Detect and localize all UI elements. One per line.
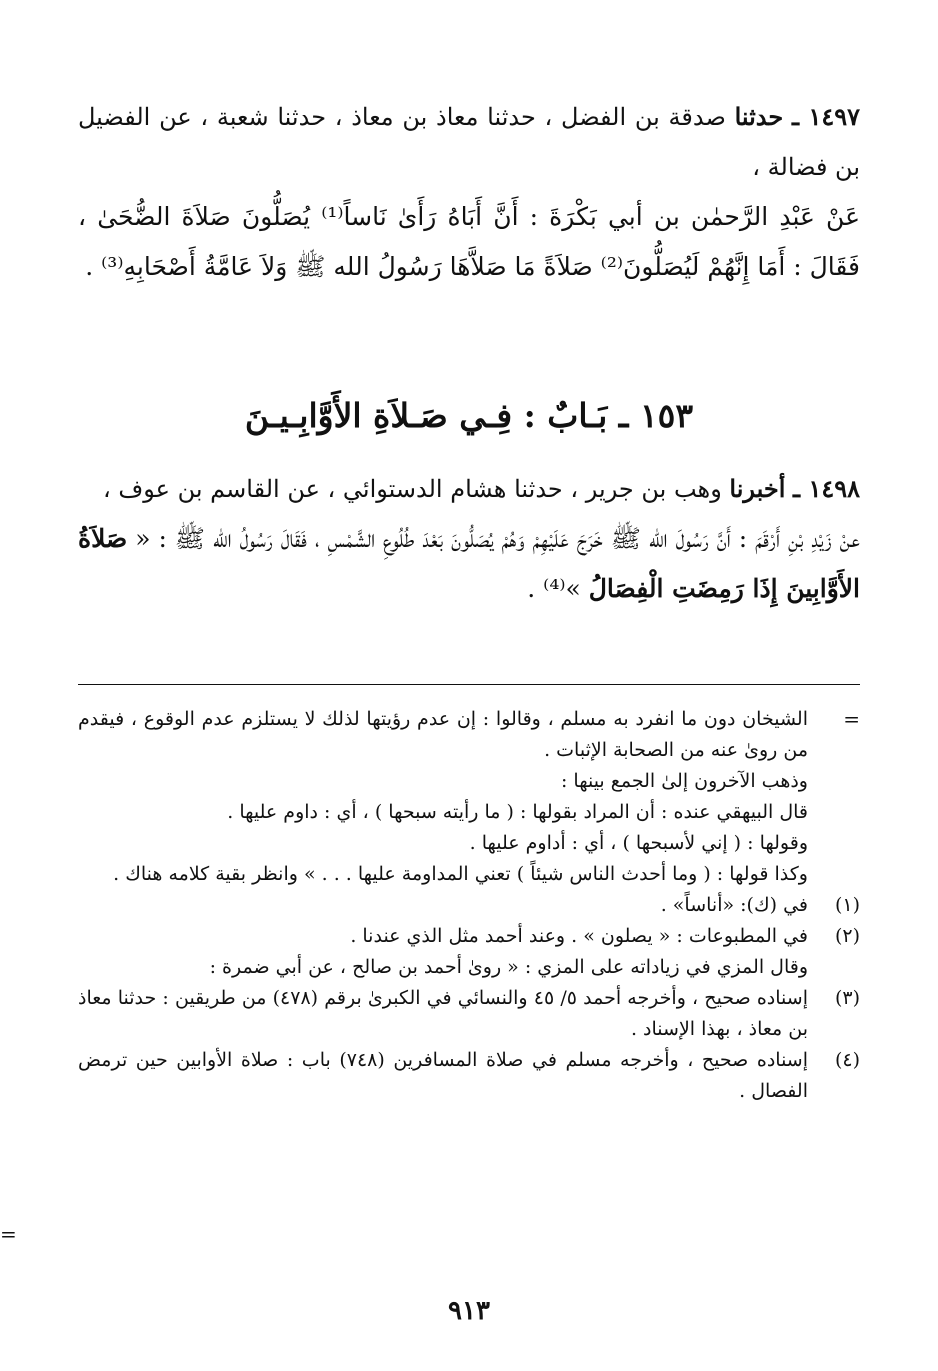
page-number: ٩١٣ — [448, 1296, 490, 1326]
footnote-line: وكذا قولها : ( وما أحدث الناس شيئاً ) تعني المداومة عليها . . . » وانظر بقية كلامه هناك . — [113, 863, 808, 885]
footnote-line: وقولها : ( إني لأسبحها ) ، أي : أداوم عليها . — [469, 832, 808, 854]
footnote-line: في المطبوعات : « يصلون » . وعند أحمد مثل الذي عندنا . — [350, 925, 808, 947]
hadith-1497-isnad — [78, 92, 860, 192]
footnote-line: في (ك): «أناساً» . — [660, 894, 808, 916]
isnad-text: وهب بن جرير ، حدثنا هشام الدستوائي ، عن القاسم بن عوف ، — [103, 475, 730, 503]
matn-bold-text: صَلاَةُ الأَوَّابِينَ إِذَا رَمِضَتِ الْفِصَالُ — [78, 524, 860, 603]
narration-keyword: أخبرنا — [729, 474, 786, 503]
hadith-1497 — [78, 92, 860, 292]
footnote-2 — [78, 921, 860, 983]
footnote-1 — [78, 890, 860, 921]
isnad-text: صدقة بن الفضل ، حدثنا معاذ بن معاذ ، حدثنا شعبة ، عن الفضيل بن فضالة ، — [78, 103, 860, 181]
matn-end: »⁽⁴⁾ . — [527, 574, 589, 603]
hadith-1497-matn: عَنْ عَبْدِ الرَّحمٰن بن أبي بَكْرَةَ : أَنَّ أَبَاهُ رَأَىٰ نَاساً⁽¹⁾ يُصَلُّونَ صَلاَةَ الضُّحَىٰ ، فَقَالَ : أَمَا إِنَّهُمْ لَيُصَلُّونَ⁽²⁾ صَلاَةً مَا صَلاَّهَا رَسُولُ الله ﷺ وَلاَ عَامَّةُ أَصْحَابِهِ⁽³⁾ . — [78, 202, 860, 281]
footnote-line: إسناده صحيح ، وأخرجه مسلم في صلاة المسافرين (٧٤٨) باب : صلاة الأوابين حين ترمض الفصال . — [78, 1049, 808, 1102]
hadith-1498-matn — [78, 514, 860, 614]
hadith-1498 — [78, 464, 860, 614]
footnote-line: وذهب الآخرون إلىٰ الجمع بينها : — [560, 770, 808, 792]
footnote-line: وقال المزي في زياداته على المزي : « روىٰ أحمد بن صالح ، عن أبي ضمرة : — [209, 956, 808, 978]
hadith-number: ١٤٩٨ ـ — [793, 474, 860, 503]
continuation-end-marker: = — [0, 1222, 17, 1246]
footnote-3 — [78, 983, 860, 1045]
footnote-line: الشيخان دون ما انفرد به مسلم ، وقالوا : إن عدم رؤيتها لذلك لا يستلزم عدم الوقوع ، فيقدم من رویٰ عنه من الصحابة الإثبات . — [78, 708, 808, 761]
matn-text: عنْ زَيْدِ بْنِ أَرْقَمَ : أَنَّ رَسُولَ الله ﷺ خَرَجَ عَلَيْهِمْ وَهُمْ يُصَلُّونَ بَعْدَ طُلُوعِ الشَّمْسِ ، فَقَالَ رَسُولُ الله ﷺ : « — [127, 524, 860, 553]
footnotes — [78, 704, 860, 1107]
continuation-marker: = — [843, 707, 860, 731]
footnote-number: (٣) — [834, 987, 860, 1009]
hadith-1498-isnad — [78, 464, 860, 514]
footnote-continuation — [78, 704, 860, 890]
footnote-separator — [78, 684, 860, 685]
chapter-heading: ١٥٣ ـ بَـابٌ : فِـي صَـلاَةِ الأَوَّابِـيـنَ — [244, 396, 694, 435]
narration-keyword: حدثنا — [734, 102, 784, 131]
footnote-line: إسناده صحيح ، وأخرجه أحمد ٥/ ٤٥ والنسائي في الكبرىٰ برقم (٤٧٨) من طريقين : حدثنا معاذ بن معاذ ، بهذا الإسناد . — [78, 987, 808, 1040]
footnote-number: (٢) — [834, 925, 860, 947]
footnote-4 — [78, 1045, 860, 1107]
footnote-number: (١) — [834, 894, 860, 916]
hadith-number: ١٤٩٧ ـ — [791, 102, 860, 131]
footnote-number: (٤) — [834, 1049, 860, 1071]
footnote-line: قال البيهقي عنده : أن المراد بقولها : ( ما رأيته سبحها ) ، أي : داوم عليها . — [227, 801, 808, 823]
